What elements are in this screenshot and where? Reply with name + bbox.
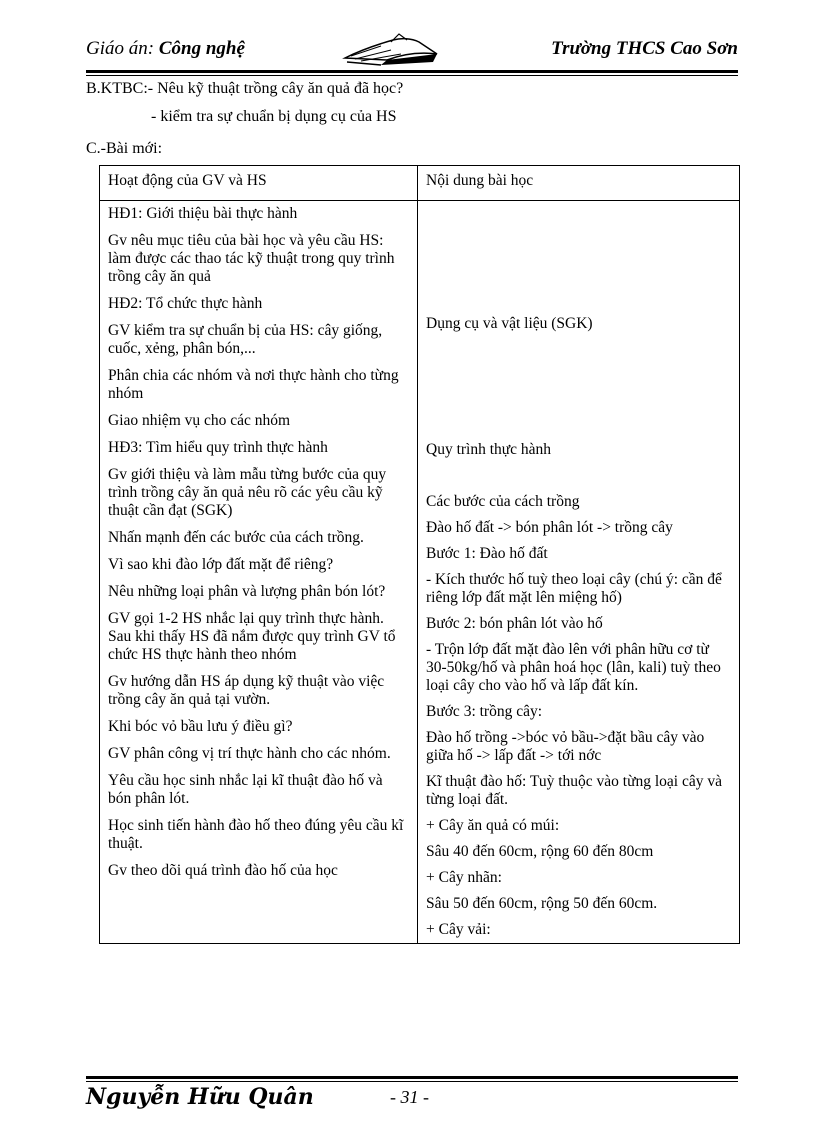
- content-item: Đào hố đất -> bón phân lót -> trồng cây: [426, 519, 673, 536]
- activity-item: Nhấn mạnh đến các bước của cách trồng.: [108, 529, 364, 546]
- content-item: - Trộn lớp đất mặt đào lên với phân hữu cơ từ 30-50kg/hố và phân hoá học (lân, kali) tuỳ theo loại cây cho vào hố và lấp đất kín.: [426, 641, 721, 694]
- activity-item: Khi bóc vỏ bầu lưu ý điều gì?: [108, 718, 293, 735]
- content-item: Bước 3: trồng cây:: [426, 703, 543, 720]
- activity-item: Gv theo dõi quá trình đào hố của học: [108, 862, 338, 879]
- activity-item: HĐ2: Tổ chức thực hành: [108, 295, 263, 312]
- content-item: + Cây vải:: [426, 921, 491, 938]
- content-item: Sâu 50 đến 60cm, rộng 50 đến 60cm.: [426, 895, 658, 912]
- content-cell: [418, 201, 740, 944]
- ktbc-check: - kiểm tra sự chuẩn bị dụng cụ của HS: [151, 108, 397, 125]
- content-spacer: [426, 205, 731, 315]
- page-number: - 31 -: [390, 1087, 429, 1107]
- lesson-table: [99, 165, 740, 944]
- new-lesson-heading: C.-Bài mới:: [86, 140, 163, 157]
- table-header-row: [100, 166, 740, 201]
- header-left: [86, 38, 245, 60]
- content-item: Dụng cụ và vật liệu (SGK): [426, 315, 593, 332]
- activity-item: Giao nhiệm vụ cho các nhóm: [108, 412, 291, 429]
- content-item: Bước 1: Đào hố đất: [426, 545, 548, 562]
- activity-item: GV kiểm tra sự chuẩn bị của HS: cây giống, cuốc, xẻng, phân bón,...: [108, 322, 383, 357]
- header-rule-thin: [86, 75, 738, 76]
- content-item: Quy trình thực hành: [426, 441, 552, 458]
- header-subject: Công nghệ: [158, 38, 245, 59]
- header-colon: :: [147, 38, 155, 59]
- content-item: Bước 2: bón phân lót vào hố: [426, 615, 603, 632]
- activity-item: GV phân công vị trí thực hành cho các nhóm.: [108, 745, 391, 762]
- content-item: + Cây ăn quả có múi:: [426, 817, 560, 834]
- content-spacer: [426, 341, 731, 441]
- activity-item: Yêu cầu học sinh nhắc lại kĩ thuật đào hố và bón phân lót.: [108, 772, 383, 807]
- ktbc-question: B.KTBC:- Nêu kỹ thuật trồng cây ăn quả đã học?: [86, 80, 404, 97]
- page-header: [86, 30, 738, 70]
- book-ornament-icon: [341, 32, 441, 66]
- activity-item: Nêu những loại phân và lượng phân bón lót?: [108, 583, 386, 600]
- content-item: Các bước của cách trồng: [426, 493, 580, 510]
- activity-item: Gv giới thiệu và làm mẫu từng bước của quy trình trồng cây ăn quả nêu rõ các yêu cầu kỹ thuật cần đạt (SGK): [108, 466, 387, 519]
- header-school: Trường THCS Cao Sơn: [551, 38, 738, 59]
- activities-cell: [100, 201, 418, 944]
- activity-item: Học sinh tiến hành đào hố theo đúng yêu cầu kĩ thuật.: [108, 817, 404, 852]
- content-item: Đào hố trồng ->bóc vỏ bầu->đặt bầu cây vào giữa hố -> lấp đất -> tới nớc: [426, 729, 705, 764]
- content-item: - Kích thước hố tuỳ theo loại cây (chú ý: cần để riêng lớp đất mặt lên miệng hố): [426, 571, 722, 606]
- table-row: [100, 201, 740, 944]
- header-activities: Hoạt động của GV và HS: [100, 166, 418, 201]
- activity-item: Gv nêu mục tiêu của bài học và yêu cầu HS: làm được các thao tác kỹ thuật trong quy trình trồng cây ăn quả: [108, 232, 395, 285]
- content-item: + Cây nhãn:: [426, 869, 502, 886]
- footer-rule-thick: [86, 1076, 738, 1079]
- activity-item: GV gọi 1-2 HS nhắc lại quy trình thực hành. Sau khi thấy HS đã nắm được quy trình GV tổ chức HS thực hành theo nhóm: [108, 610, 396, 663]
- activity-item: HĐ3: Tìm hiểu quy trình thực hành: [108, 439, 328, 456]
- header-rule-thick: [86, 70, 738, 73]
- header-content: Nội dung bài học: [418, 166, 740, 201]
- header-label: Giáo án: [86, 38, 148, 59]
- activity-item: HĐ1: Giới thiệu bài thực hành: [108, 205, 298, 222]
- activity-item: Phân chia các nhóm và nơi thực hành cho từng nhóm: [108, 367, 399, 402]
- activity-item: Vì sao khi đào lớp đất mặt để riêng?: [108, 556, 334, 573]
- activity-item: Gv hướng dẫn HS áp dụng kỹ thuật vào việc trồng cây ăn quả tại vườn.: [108, 673, 385, 708]
- content-item: Kĩ thuật đào hố: Tuỳ thuộc vào từng loại cây và từng loại đất.: [426, 773, 722, 808]
- content-item: Sâu 40 đến 60cm, rộng 60 đến 80cm: [426, 843, 654, 860]
- footer-rule-thin: [86, 1081, 738, 1082]
- content-spacer: [426, 467, 731, 493]
- author-signature: Nguyễn Hữu Quân: [86, 1084, 314, 1110]
